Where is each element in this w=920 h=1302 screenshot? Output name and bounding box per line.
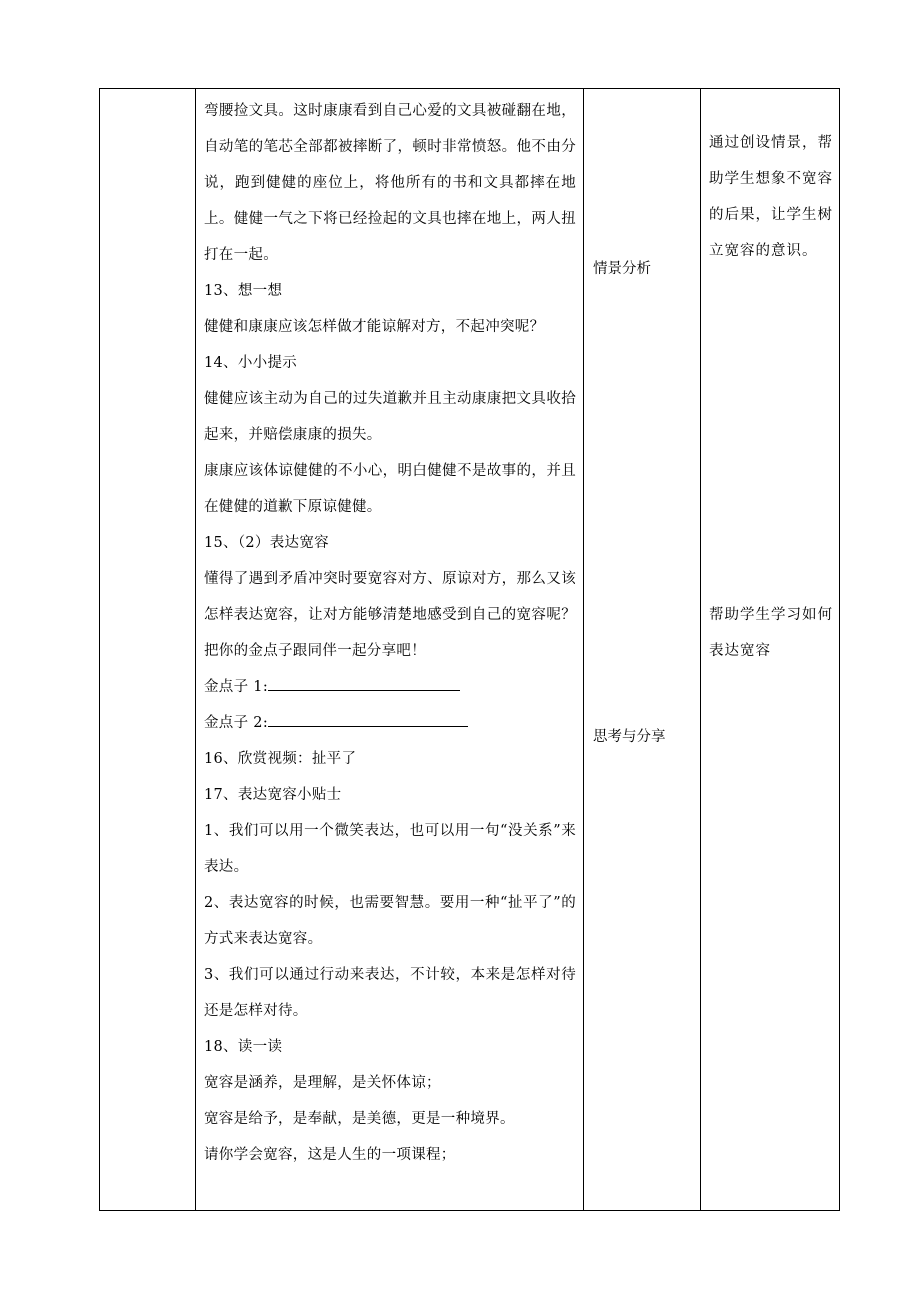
idea-blank-2 [268,708,468,727]
idea-label-2: 金点子 2: [204,715,269,731]
method-label-scenario: 情景分析 [593,261,651,277]
content-paragraph: 健健和康康应该怎样做才能谅解对方，不起冲突呢？ [204,319,545,335]
idea-label-1: 金点子 1: [204,679,269,695]
content-heading: 16、欣赏视频：扯平了 [204,751,357,767]
goal-text-1: 通过创设情景，帮助学生想象不宽容的后果，让学生树立宽容的意识。 [709,135,833,259]
content-heading: 18、读一读 [204,1039,283,1055]
goal-cell [701,89,840,1211]
content-paragraph: 2、表达宽容的时候，也需要智慧。要用一种“扯平了”的方式来表达宽容。 [204,895,576,947]
idea-line-1 [204,669,576,705]
stage-cell [100,89,196,1211]
idea-blank-1 [268,672,460,691]
goal-text-2: 帮助学生学习如何表达宽容 [709,607,833,659]
content-paragraph: 请你学会宽容，这是人生的一项课程； [204,1147,456,1163]
content-heading: 13、想一想 [204,283,283,299]
content-paragraph: 宽容是涵养，是理解，是关怀体谅； [204,1075,441,1091]
content-cell [196,89,584,1211]
content-paragraph: 康康应该体谅健健的不小心，明白健健不是故事的，并且在健健的道歉下原谅健健。 [204,463,576,515]
content-paragraph: 健健应该主动为自己的过失道歉并且主动康康把文具收拾起来，并赔偿康康的损失。 [204,391,576,443]
content-paragraph: 宽容是给予，是奉献，是美德，更是一种境界。 [204,1111,515,1127]
method-label-share: 思考与分享 [593,729,666,745]
method-cell [584,89,701,1211]
content-paragraph: 1、我们可以用一个微笑表达，也可以用一句“没关系”来表达。 [204,823,576,875]
content-heading: 17、表达宽容小贴士 [204,787,342,803]
idea-line-2 [204,705,576,741]
content-paragraph: 弯腰捡文具。这时康康看到自己心爱的文具被碰翻在地，自动笔的笔芯全部都被摔断了，顿时非常愤怒。他不由分说，跑到健健的座位上，将他所有的书和文具都摔在地上。健健一气之下将已经捡起的文具也摔在地上，两人扭打在一起。 [204,103,576,263]
lesson-plan-table [99,88,840,1211]
content-heading: 15、（2）表达宽容 [204,535,329,551]
table-row [100,89,840,1211]
content-paragraph: 懂得了遇到矛盾冲突时要宽容对方、原谅对方，那么又该怎样表达宽容，让对方能够清楚地感受到自己的宽容呢？把你的金点子跟同伴一起分享吧！ [204,571,576,659]
content-heading: 14、小小提示 [204,355,298,371]
content-paragraph: 3、我们可以通过行动来表达，不计较，本来是怎样对待还是怎样对待。 [204,967,576,1019]
